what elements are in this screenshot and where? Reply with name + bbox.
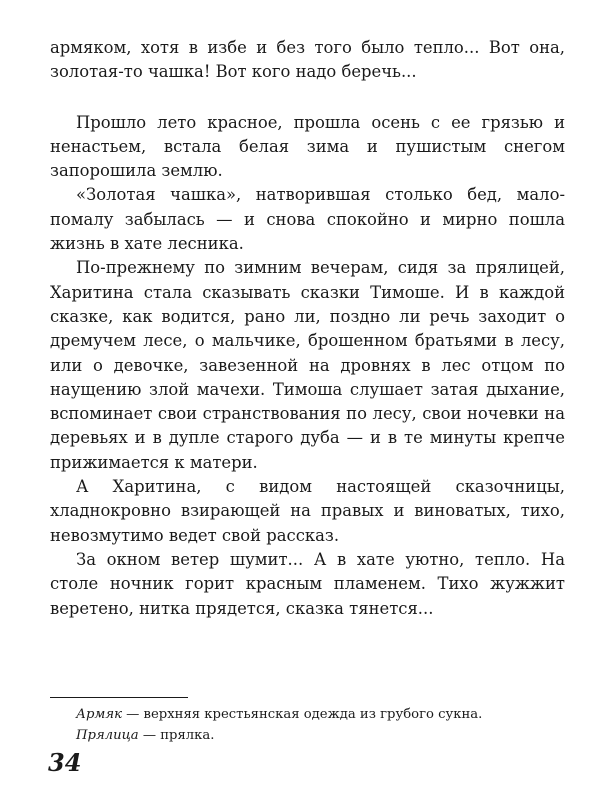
paragraph: А Харитина, с видом настоящей сказочницы, хладнокровно взирающей на правых и виноватых, тихо, невозмутимо ведет свой рассказ. xyxy=(50,477,565,545)
page-body xyxy=(50,36,565,621)
footnote-item xyxy=(76,704,556,725)
page-number: 34 xyxy=(48,748,82,777)
paragraph: За окном ветер шумит... А в хате уютно, тепло. На столе ночник горит красным пламенем. Тихо жужжит веретено, нитка прядется, сказка тянется... xyxy=(50,549,565,618)
footnote-definition: — прялка. xyxy=(138,728,215,743)
section-gap xyxy=(50,85,565,111)
paragraph: По-прежнему по зимним вечерам, сидя за прялицей, Харитина стала сказывать сказки Тимоше. И в каждой сказке, как водится, рано ли, поздно ли речь заходит о дремучем лесе, о мальчике, брошенном братьями в лесу, или о девочке, завезенной на дровнях в лес отцом по наущению злой мачехи. Тимоша слушает затая дыхание, вспоминает свои странствования по лесу, свои ночевки на деревьях и в дупле старого дуба — и в те минуты крепче прижимается к матери. xyxy=(50,258,565,472)
footnote-item xyxy=(76,725,556,746)
paragraph-continuation: армяком, хотя в избе и без того было тепло... Вот она, золотая-то чашка! Вот кого надо беречь... xyxy=(50,38,565,82)
paragraph: «Золотая чашка», натворившая столько бед, мало-помалу забылась — и снова спокойно и мирно пошла жизнь в хате лесника. xyxy=(50,185,565,254)
paragraph: Прошло лето красное, прошла осень с ее грязью и ненастьем, встала белая зима и пушистым снегом запорошила землю. xyxy=(50,112,565,181)
footnote-term: Армяк xyxy=(76,707,122,722)
footnote-divider xyxy=(50,697,188,698)
footnotes xyxy=(76,704,556,746)
footnote-term: Прялица xyxy=(76,728,139,743)
footnote-definition: — верхняя крестьянская одежда из грубого сукна. xyxy=(121,707,483,722)
